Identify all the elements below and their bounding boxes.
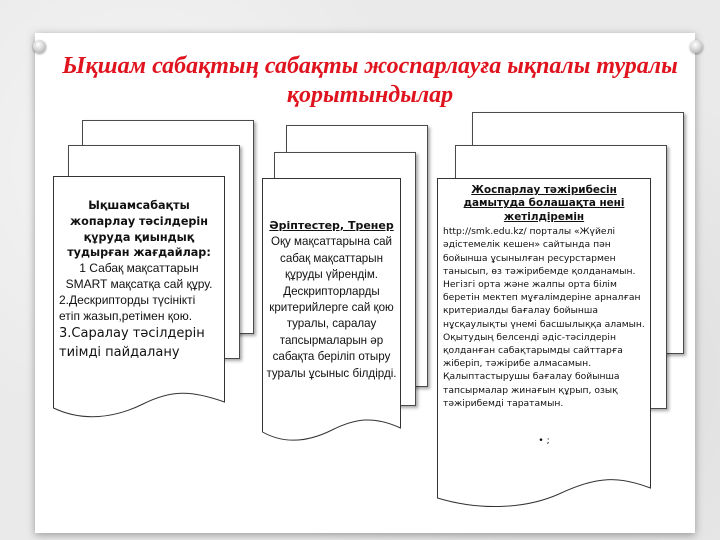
doc-right-p4: Қалыптастырушы бағалау бойынша тапсырмалар жинағын құрып, озық тәжірибемді таратамын. <box>443 371 620 409</box>
doc-right <box>437 178 651 518</box>
doc-left-line1: 1 Сабақ мақсаттарын SMART мақсатқа сай құру. <box>65 261 213 291</box>
doc-right-p2: Негізгі орта және жалпы орта білім беретін мектеп мұғалімдеріне арналған критериалды бағалау бойынша нұсқаулықты үнемі басшылыққа аламын. <box>443 279 645 330</box>
doc-left-heading: Ықшамсабақты жопарлау тәсілдерін құруда қиындық тудырған жағдайлар: <box>67 199 211 260</box>
doc-right-p1: http://smk.edu.kz/ порталы «Жүйелі әдістемелік кешен» сайтында пән бойынша ұсынылған ресурстармен танысып, өз тәжірибемде қолданамын. <box>443 226 636 277</box>
doc-middle-heading: Әріптестер, Тренер <box>269 219 394 232</box>
slide-title: Ықшам сабақтың сабақты жоспарлауға ықпалы туралы қорытындылар <box>62 53 678 108</box>
doc-right-p3: Оқытудың белсенді әдіс-тәсілдерін қолданған сабақтарымды сайттарға жіберіп, тәжірибе алмасамын. <box>443 331 623 370</box>
doc-middle-body: Оқу мақсаттарына сай сабақ мақсаттарын құруды үйрендім. Дескрипторларды критерийлерге сай қою туралы, саралау тапсырмаларын әр сабақта беріліп отыру туралы ұсыныс білдірді. <box>266 235 397 380</box>
doc-right-heading: Жоспарлау тәжірибесін дамытуда болашақта нені жетілдіремін <box>463 184 625 223</box>
doc-right-footer-mark: • ; <box>538 435 550 447</box>
doc-left-line2: 2.Дескрипторды түсінікті етіп жазып,ретімен қою. <box>59 292 196 323</box>
doc-left <box>53 176 225 418</box>
doc-middle <box>262 178 401 442</box>
doc-left-line3: 3.Саралау тәсілдерін тиімді пайдалану <box>59 326 205 361</box>
